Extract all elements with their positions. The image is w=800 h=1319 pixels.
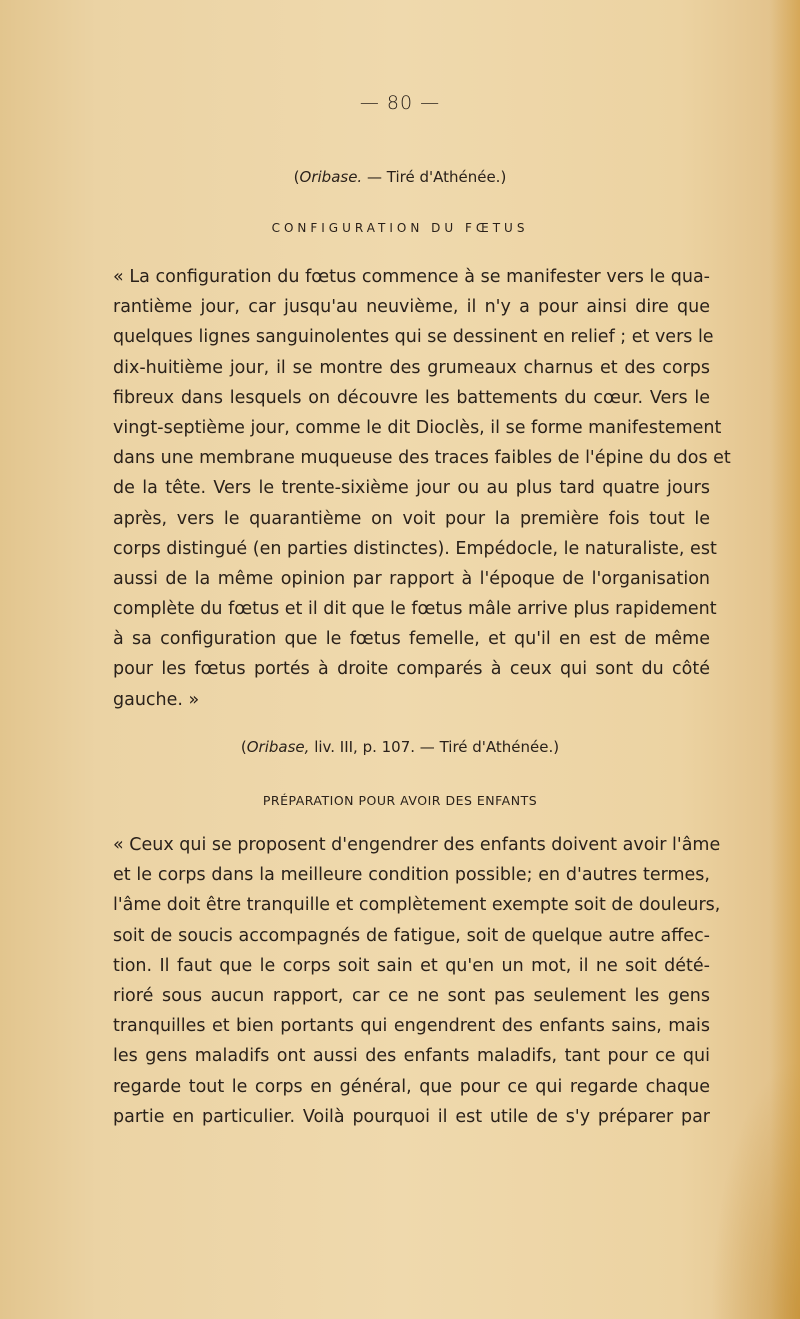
text-line: tranquilles et bien portants qui engendrent des enfants sains, mais [113,1016,710,1037]
paragraph-2 [113,830,721,1132]
text-line: les gens maladifs ont aussi des enfants maladifs, tant pour ce qui [113,1046,710,1067]
text-line: vingt-septième jour, comme le dit Dioclès, il se forme manifestement [113,417,722,438]
text-line: fibreux dans lesquels on découvre les battements du cœur. Vers le [113,387,710,408]
source-rest-1: — Tiré d'Athénée.) [366,168,507,186]
text-line: complète du fœtus et il dit que le fœtus mâle arrive plus rapidement [113,599,717,620]
text-line: quelques lignes sanguinolentes qui se dessinent en relief ; et vers le [113,327,714,348]
section-heading-1: CONFIGURATION DU FŒTUS [271,221,529,235]
source-author-2: Oribase, [246,738,310,756]
text-line: tion. Il faut que le corps soit sain et qu'en un mot, il ne soit dété- [113,955,710,976]
text-line: l'âme doit être tranquille et complètement exempte soit de douleurs, [113,895,721,916]
text-line: « La configuration du fœtus commence à se manifester vers le qua- [113,267,710,287]
source-citation-2: (Oribase, liv. III, p. 107. — Tiré d'Athénée.) [240,738,560,756]
text-line: rantième jour, car jusqu'au neuvième, il n'y a pour ainsi dire que [113,297,710,318]
text-line: corps distingué (en parties distinctes). Empédocle, le naturaliste, est [113,538,717,559]
text-line: gauche. » [113,689,200,710]
text-line: « Ceux qui se proposent d'engendrer des enfants doivent avoir l'âme [113,835,721,855]
text-line: aussi de la même opinion par rapport à l'époque de l'organisation [113,568,710,589]
text-line: regarde tout le corps en général, que pour ce qui regarde chaque [113,1076,710,1097]
page-number: — 80 — [359,92,441,114]
text-line: dans une membrane muqueuse des traces faibles de l'épine du dos et [113,448,731,469]
source-author-1: Oribase. [299,168,363,186]
text-line: de la tête. Vers le trente-sixième jour ou au plus tard quatre jours [113,478,710,499]
text-line: à sa configuration que le fœtus femelle, et qu'il en est de même [113,629,710,650]
source-rest-2: liv. III, p. 107. — Tiré d'Athénée.) [314,738,560,756]
text-line: pour les fœtus portés à droite comparés à ceux qui sont du côté [113,659,710,680]
text-line: et le corps dans la meilleure condition possible; en d'autres termes, [113,865,710,886]
source-citation-1: (Oribase. — Tiré d'Athénée.) [293,168,507,186]
text-line: dix-huitième jour, il se montre des grumeaux charnus et des corps [113,357,710,378]
text-line: partie en particulier. Voilà pourquoi il est utile de s'y préparer par [113,1106,710,1127]
text-line: rioré sous aucun rapport, car ce ne sont pas seulement les gens [113,985,710,1006]
paragraph-1 [113,262,731,715]
text-line: soit de soucis accompagnés de fatigue, soit de quelque autre affec- [113,925,710,946]
text-line: après, vers le quarantième on voit pour la première fois tout le [113,508,710,529]
section-heading-2: PRÉPARATION POUR AVOIR DES ENFANTS [262,793,538,808]
